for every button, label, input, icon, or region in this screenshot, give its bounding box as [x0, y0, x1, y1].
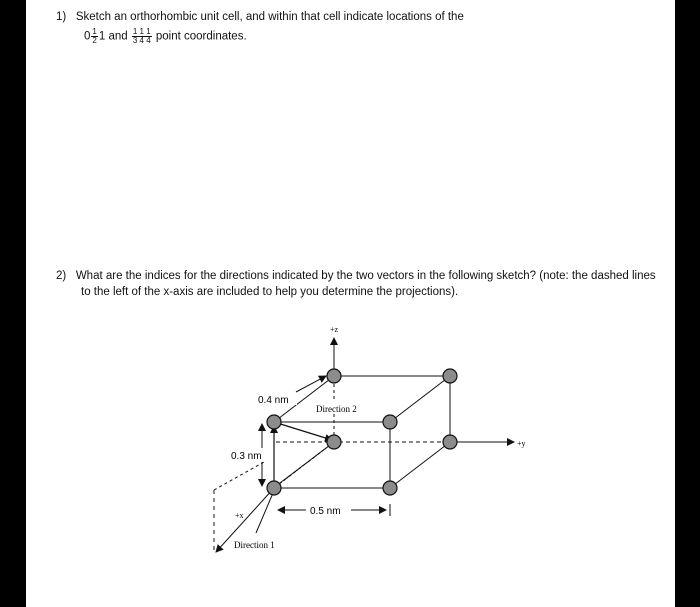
atom	[383, 481, 397, 495]
dim-x-arrow	[296, 376, 326, 392]
coord1-fraction-num: 1	[92, 27, 97, 36]
direction-2-vector	[274, 422, 332, 440]
atoms	[267, 369, 457, 495]
question-2-line2: to the left of the x-axis are included to help you determine the projections).	[81, 286, 459, 298]
direction-2-label: Direction 2	[316, 404, 357, 414]
edge-depth-top-right	[390, 376, 450, 422]
atom	[443, 435, 457, 449]
coord-and: and	[108, 30, 128, 43]
direction-1-helper	[276, 442, 334, 486]
question-1-number: 1)	[56, 11, 67, 23]
dim-x-label: 0.4 nm	[258, 395, 289, 406]
edge-depth-bottom-right	[390, 442, 450, 488]
coord-suffix: point coordinates.	[155, 30, 247, 43]
atom	[443, 369, 457, 383]
question-1-text: Sketch an orthorhombic unit cell, and within that cell indicate locations of the	[75, 11, 464, 23]
coord1-fraction-den: 2	[92, 36, 97, 45]
coord2-dens: 3 4 4	[132, 36, 151, 45]
y-label: +y	[517, 439, 526, 448]
coord1-c: 1	[98, 30, 106, 43]
helper-dashed-diagonal	[214, 462, 264, 490]
coord1-a: 0	[84, 30, 91, 43]
atom	[327, 369, 341, 383]
z-label: +z	[330, 325, 339, 334]
direction-1-label: Direction 1	[234, 540, 275, 550]
atom	[267, 481, 281, 495]
dim-y-label: 0.5 nm	[310, 506, 341, 517]
x-label: +x	[235, 511, 244, 520]
question-2-line1: What are the indices for the directions indicated by the two vectors in the following sketch? (note: the dashed lines	[75, 270, 656, 282]
page	[26, 0, 675, 607]
question-2-number: 2)	[56, 270, 67, 282]
dim-z-label: 0.3 nm	[231, 451, 262, 462]
atom	[327, 435, 341, 449]
atom	[267, 415, 281, 429]
unit-cell-figure	[26, 0, 675, 607]
atom	[383, 415, 397, 429]
coord2-nums: 1 1 1	[132, 27, 151, 36]
